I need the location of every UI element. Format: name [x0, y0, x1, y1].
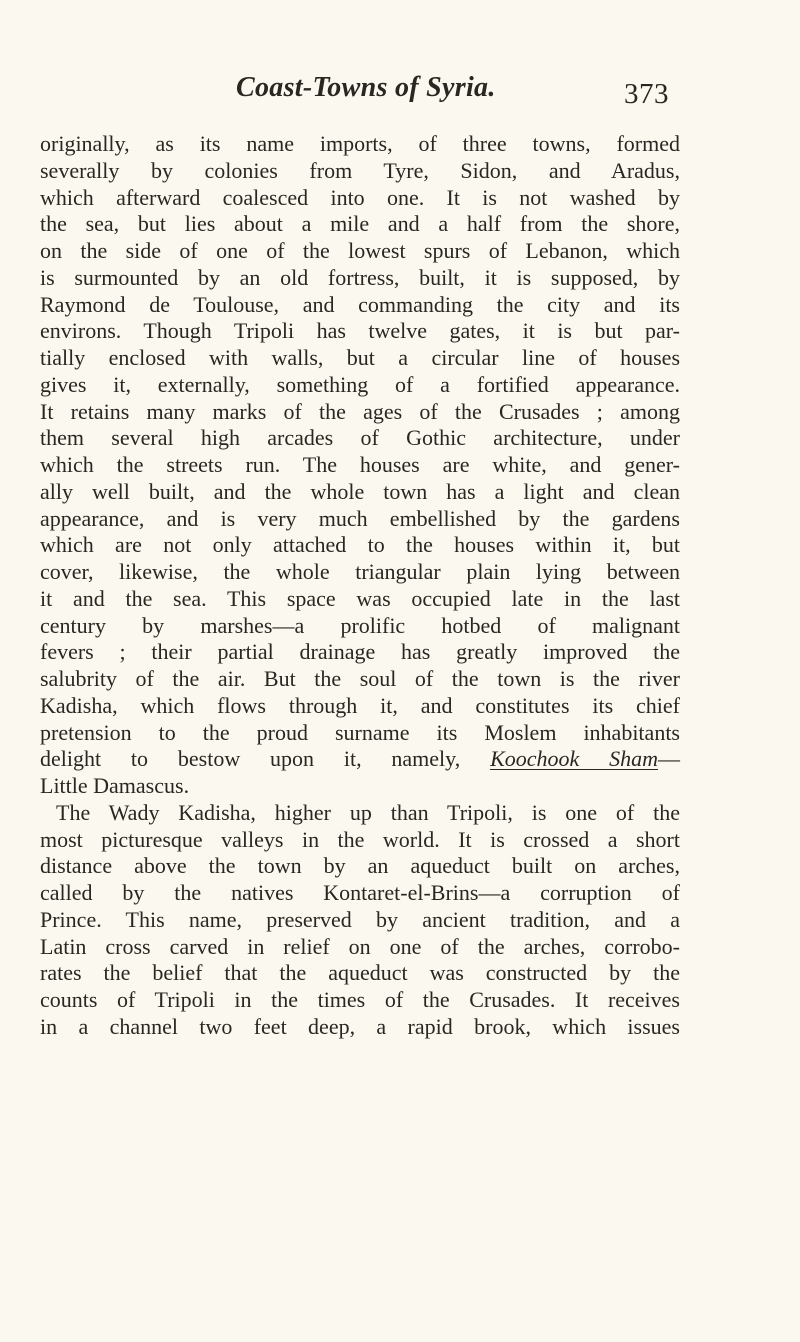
text-line: on the side of one of the lowest spurs of Lebanon, which: [40, 238, 680, 263]
body-text: [40, 131, 680, 1041]
text-line: cover, likewise, the whole triangular plain lying between: [40, 559, 680, 584]
text-line: which the streets run. The houses are white, and gener-: [40, 452, 680, 477]
text-line: pretension to the proud surname its Moslem inhabitants: [40, 719, 680, 745]
running-head: [0, 72, 800, 116]
text-line: century by marshes—a prolific hotbed of malignant: [40, 612, 680, 638]
text-line: it and the sea. This space was occupied late in the last: [40, 585, 680, 611]
text-line: It retains many marks of the ages of the Crusades ; among: [40, 398, 680, 424]
text-segment: —: [658, 746, 680, 772]
paragraph-first-line: The Wady Kadisha, higher up than Tripoli, is one of the: [56, 799, 680, 825]
text-line: [40, 746, 680, 773]
text-segment: delight to bestow upon it, namely,: [40, 746, 491, 772]
text-line: Kadisha, which flows through it, and constitutes its chief: [40, 692, 680, 718]
text-line: tially enclosed with walls, but a circular line of houses: [40, 345, 680, 370]
text-line: severally by colonies from Tyre, Sidon, and Aradus,: [40, 157, 680, 183]
text-line: environs. Though Tripoli has twelve gates, it is but par-: [40, 318, 680, 344]
text-line: them several high arcades of Gothic architecture, under: [40, 425, 680, 451]
text-line: originally, as its name imports, of three towns, formed: [40, 131, 680, 156]
text-line: called by the natives Kontaret-el-Brins—a corruption of: [40, 880, 680, 905]
text-line: rates the belief that the aqueduct was constructed by the: [40, 960, 680, 986]
text-line: appearance, and is very much embellished by the gardens: [40, 505, 680, 531]
text-line: fevers ; their partial drainage has greatly improved the: [40, 639, 680, 665]
text-line: ally well built, and the whole town has a light and clean: [40, 478, 680, 504]
text-line: Little Damascus.: [40, 773, 190, 798]
text-line: salubrity of the air. But the soul of the town is the river: [40, 666, 680, 691]
running-title: Coast-Towns of Syria.: [236, 72, 496, 103]
italic-phrase: Koochook Sham: [490, 746, 658, 772]
text-line: Latin cross carved in relief on one of the arches, corrobo-: [40, 933, 680, 959]
text-line: is surmounted by an old fortress, built, it is supposed, by: [40, 264, 680, 290]
text-line: which are not only attached to the houses within it, but: [40, 532, 680, 558]
text-line: the sea, but lies about a mile and a half from the shore,: [40, 211, 680, 237]
text-line: in a channel two feet deep, a rapid brook, which issues: [40, 1013, 680, 1039]
text-line: counts of Tripoli in the times of the Crusades. It receives: [40, 987, 680, 1012]
text-line: Prince. This name, preserved by ancient tradition, and a: [40, 906, 680, 932]
text-line: Raymond de Toulouse, and commanding the city and its: [40, 291, 680, 317]
text-line: most picturesque valleys in the world. It is crossed a short: [40, 826, 680, 852]
text-line: which afterward coalesced into one. It is not washed by: [40, 184, 680, 210]
text-line: gives it, externally, something of a fortified appearance.: [40, 371, 680, 397]
text-line: distance above the town by an aqueduct built on arches,: [40, 853, 680, 879]
page-number: 373: [624, 78, 669, 110]
